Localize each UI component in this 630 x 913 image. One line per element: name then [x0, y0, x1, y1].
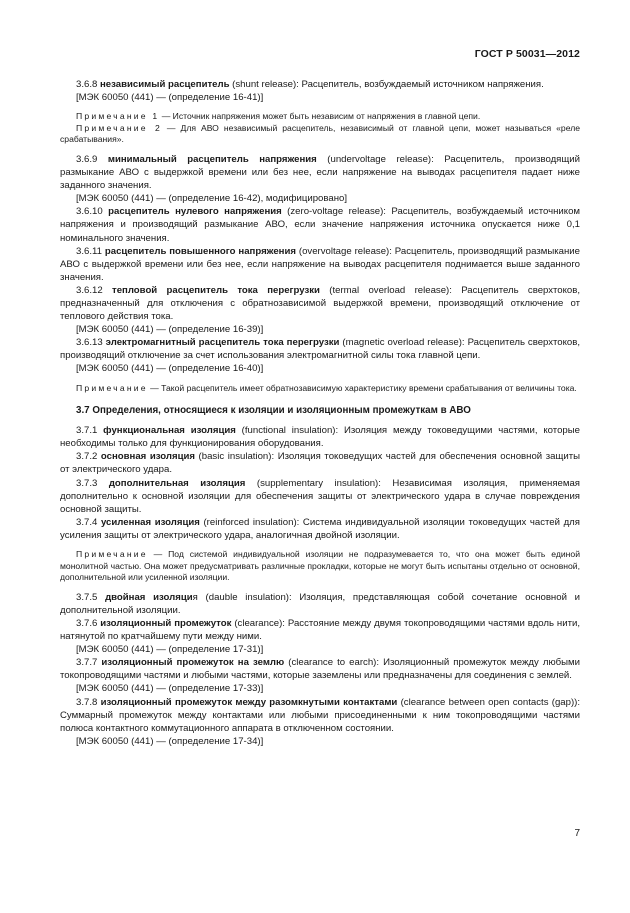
definition-3-6-9: [60, 153, 580, 192]
iec-reference: [МЭК 60050 (441) — (определение 16-40)]: [76, 363, 264, 375]
definition-number: 3.7.4: [76, 516, 98, 528]
iec-reference: [МЭК 60050 (441) — (определение 16-41)]: [76, 92, 264, 104]
definition-term: электромагнитный расцепитель тока перегрузки: [105, 337, 340, 349]
definition-number: 3.7.5: [76, 591, 98, 603]
definition-3-7-2: [60, 450, 580, 476]
note-text: — Под системой индивидуальной изоляции не подразумевается то, что она может быть единой монолитной частью. Она может предусматривать различные прокладки, которые не могут быть испытаны отдельно от основной, дополнительной или усиленной изоляции.: [60, 549, 580, 583]
definition-3-7-6: [60, 617, 580, 643]
page-number: 7: [574, 828, 580, 839]
definition-3-7-5: [60, 591, 580, 617]
definition-text: (magnetic overload release): Расцепитель сверхтоков, производящий отключение за счет использования электромагнитной силы тока главной цепи.: [60, 337, 580, 362]
iec-reference: [МЭК 60050 (441) — (определение 17-31)]: [76, 644, 264, 656]
note-label: Примечание 2: [76, 122, 162, 133]
definition-term: тепловой расцепитель тока перегрузки: [112, 284, 320, 296]
definition-3-7-3: [60, 477, 580, 516]
definition-text: (functional insulation): Изоляция между токоведущими частями, которые необходимы только для функционирования оборудования.: [60, 425, 580, 450]
definition-number: 3.6.10: [76, 206, 103, 218]
definition-3-6-8: [60, 78, 580, 91]
definition-term: дополнительная изоляция: [108, 477, 246, 489]
definition-3-7-1: [60, 424, 580, 450]
definition-number: 3.6.11: [76, 245, 102, 257]
definition-3-6-12: [60, 284, 580, 323]
note: [60, 549, 580, 584]
definition-number: 3.7.8: [76, 696, 98, 708]
definition-text: (zero-voltage release): Расцепитель, возбуждаемый источником напряжения и производящий размыкание АВО, если значение напряжения источника опускается ниже 0,1 номинального значения.: [60, 206, 580, 244]
definition-3-7-4: [60, 516, 580, 542]
definition-text: (basic insulation): Изоляция токоведущих частей для обеспечения основной защиты от электрического удара.: [60, 451, 580, 476]
definition-number: 3.7.1: [76, 425, 98, 437]
definition-term: изоляционный промежуток: [100, 617, 232, 629]
definition-term: расцепитель нулевого напряжения: [108, 206, 282, 218]
definition-number: 3.7.6: [76, 617, 98, 629]
definition-3-7-7: [60, 656, 580, 682]
definition-text: (reinforced insulation): Система индивидуальной изоляции токоведущих частей для усиления защиты от электрического удара, аналогичная двойной изоляции.: [60, 516, 580, 541]
definition-3-7-8: [60, 696, 580, 735]
definition-term: изоляционный промежуток на землю: [101, 657, 285, 669]
note-label: Примечание 1: [76, 111, 160, 122]
note: [60, 123, 580, 146]
definition-number: 3.7.2: [76, 451, 98, 463]
section-heading: 3.7 Определения, относящиеся к изоляции и изоляционным промежуткам в АВО: [76, 405, 471, 417]
definition-number: 3.7.3: [76, 477, 98, 489]
definition-number: 3.6.9: [76, 153, 98, 165]
document-body: [60, 78, 580, 748]
definition-number: 3.6.13: [76, 337, 103, 349]
definition-term: изоляционный промежуток между разомкнутыми контактами: [100, 696, 398, 708]
document-header: ГОСТ Р 50031—2012: [474, 48, 580, 60]
definition-term: независимый расцепитель: [100, 79, 230, 90]
definition-text: я (dauble insulation): Изоляция, представляющая собой сочетание основной и дополнительной изоляции.: [60, 591, 580, 616]
definition-text: (shunt release): Расцепитель, возбуждаемый источником напряжения.: [229, 79, 544, 90]
iec-reference: [МЭК 60050 (441) — (определение 17-33)]: [76, 683, 264, 695]
iec-reference: [МЭК 60050 (441) — (определение 16-39)]: [76, 324, 264, 336]
note: [60, 111, 580, 123]
note-label: Примечание: [76, 382, 148, 393]
definition-number: 3.6.12: [76, 284, 103, 296]
definition-text: (overvoltage release): Расцепитель, производящий размыкание АВО с выдержкой времени или без нее, если напряжение на выводах расцепителя поднимается выше заданного значения.: [60, 245, 580, 283]
definition-number: 3.7.7: [76, 657, 98, 669]
definition-text: (undervoltage release): Расцепитель, производящий размыкание АВО с выдержкой времени или без нее, если напряжение на выводах расцепителя падает ниже заданного значения.: [60, 153, 580, 192]
definition-text: (clearance between open contacts (gap)): Суммарный промежуток между контактами или любыми присоединенными к ним токопроводящими частями полюса контактного коммутационного аппарата в отключенном состоянии.: [60, 696, 581, 734]
definition-term: минимальный расцепитель напряжения: [107, 153, 317, 165]
iec-reference: [МЭК 60050 (441) — (определение 16-42), модифицировано]: [76, 193, 348, 205]
definition-term: функциональная изоляция: [103, 425, 236, 437]
definition-text: (clearance to earch): Изоляционный промежуток между любыми токопроводящими частями и любыми частями, которые заземлены или предназначены для соединения с землей.: [60, 657, 580, 682]
definition-3-6-10: [60, 205, 580, 244]
definition-term: основная изоляция: [100, 451, 195, 463]
definition-text: (clearance): Расстояние между двумя токопроводящими частями вдоль нити, натянутой по кратчайшему пути между ними.: [60, 617, 580, 643]
note: [60, 383, 580, 395]
definition-3-6-13: [60, 336, 580, 362]
definition-3-6-11: [60, 245, 580, 284]
note-text: — Такой расцепитель имеет обратнозависимую характеристику времени срабатывания от величины тока.: [147, 382, 577, 393]
definition-number: 3.6.8: [76, 79, 98, 90]
definition-term: усиленная изоляция: [100, 516, 200, 528]
note-text: — Для АВО независимый расцепитель, независимый от главной цепи, может называться «реле срабатывания».: [60, 122, 580, 145]
iec-reference: [МЭК 60050 (441) — (определение 17-34)]: [76, 735, 264, 747]
definition-text: (supplementary insulation): Независимая изоляция, применяемая дополнительно к основной изоляции для обеспечения защиты от электрического удара в случае повреждения основной защиты.: [60, 477, 580, 515]
definition-text: (termal overload release): Расцепитель сверхтоков, предназначенный для отключения с обратнозависимой выдержкой времени, производящий отключение от теплового действия тока.: [60, 284, 580, 323]
note-text: — Источник напряжения может быть независим от напряжения в главной цепи.: [159, 111, 481, 122]
note-label: Примечание: [76, 549, 148, 559]
definition-term: расцепитель повышенного напряжения: [104, 245, 296, 257]
definition-term: двойная изоляци: [105, 591, 193, 603]
